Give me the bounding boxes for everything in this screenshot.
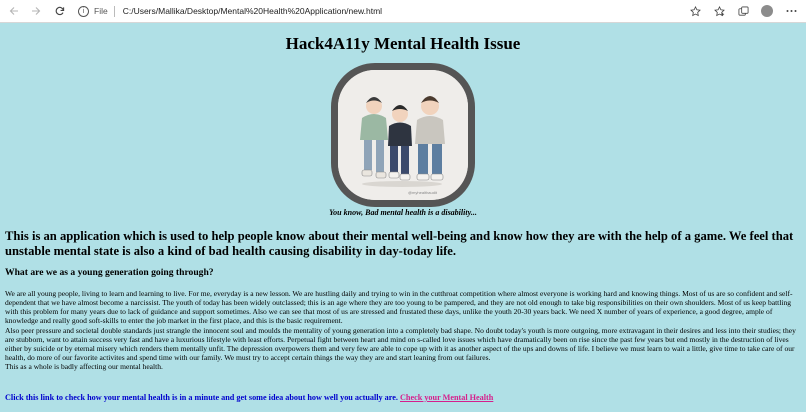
address-divider <box>114 6 115 17</box>
back-arrow-icon[interactable] <box>6 3 22 19</box>
page-title: Hack4A11y Mental Health Issue <box>285 34 521 53</box>
illustration-signature: @myhealthaudit <box>408 190 437 195</box>
browser-toolbar <box>0 0 806 23</box>
more-icon[interactable] <box>783 3 799 19</box>
address-bar[interactable] <box>78 3 706 19</box>
hero-illustration <box>331 63 475 207</box>
check-mental-health-link[interactable]: Check your Mental Health <box>400 393 494 402</box>
cta-text: Click this link to check how your mental health is in a minute and get some idea about how well you actually are. <box>5 393 398 402</box>
url-scheme: File <box>94 6 108 16</box>
favorites-icon[interactable] <box>711 3 727 19</box>
call-to-action <box>5 393 493 402</box>
body-paragraph: This as a whole is badly affecting our mental health. <box>5 362 163 372</box>
forward-arrow-icon[interactable] <box>28 3 44 19</box>
intro-paragraph: This is an application which is used to help people know about their mental well-being and know how they are with the help of a game. We feel that unstable mental state is also a kind of bad health causing disability in day-today life. <box>5 229 794 258</box>
body-paragraph: Also peer pressure and societal double standards just strangle the innocent soul and moulds the mentality of young generation into a completely bad shape. No doubt today's youth is more outgoing, more extravagant in their desires and less into their studies; they are stubborn, want to attain success very fast and have a luxurious lifestyle with least efforts. Perpetual fight between heart and mind on s-called love issues which have dramatically been on rise since the past few years but end mostly in the destruction of lives either by suicide or by eternal misery which renders them mentally unfit. The depression overpowers them and very few are able to cope up with it as another aspect of the ups and downs of life. I believe we must learn to wait a little, give time to take care of our health, do more of our favorite activites and spend time with our family. We must try to accept certain things the way they are and start leaning from out failures. <box>5 325 796 363</box>
body-text <box>5 289 802 371</box>
three-friends-illustration <box>338 70 468 200</box>
favorites-add-icon[interactable] <box>687 3 703 19</box>
info-icon[interactable]: i <box>78 6 89 17</box>
section-heading: What are we as a young generation going through? <box>5 267 214 278</box>
image-caption: You know, Bad mental health is a disability... <box>329 208 477 217</box>
profile-avatar-icon[interactable] <box>759 3 775 19</box>
url-text[interactable]: C:/Users/Mallika/Desktop/Mental%20Health%20Application/new.html <box>122 6 383 16</box>
collections-icon[interactable] <box>735 3 751 19</box>
body-paragraph: We are all young people, living to learn and learning to live. For me, everyday is a new lesson. We are hustling daily and trying to win in the cutthroat competition where almost everyone is working hard and knowing things. Most of us are so confident and self-dependent that we have almost become a narcissist. The youth of today has been widely outclassed; this is an age where they are too young to be pampered, and they are not old enough to take big responsibilities on their own shoulders. Most of us keep battling with this problem for many years due to lack of guidance and support sometimes. Also we can see that most of us are stressed and frustated these days, unlike the youth 20-30 years back. We need X number of years of experience, a good degree, ample of knowledge and really good soft-skills to enter the job market in the first place, and this is the basic requirement. <box>5 289 793 326</box>
refresh-icon[interactable] <box>52 3 68 19</box>
